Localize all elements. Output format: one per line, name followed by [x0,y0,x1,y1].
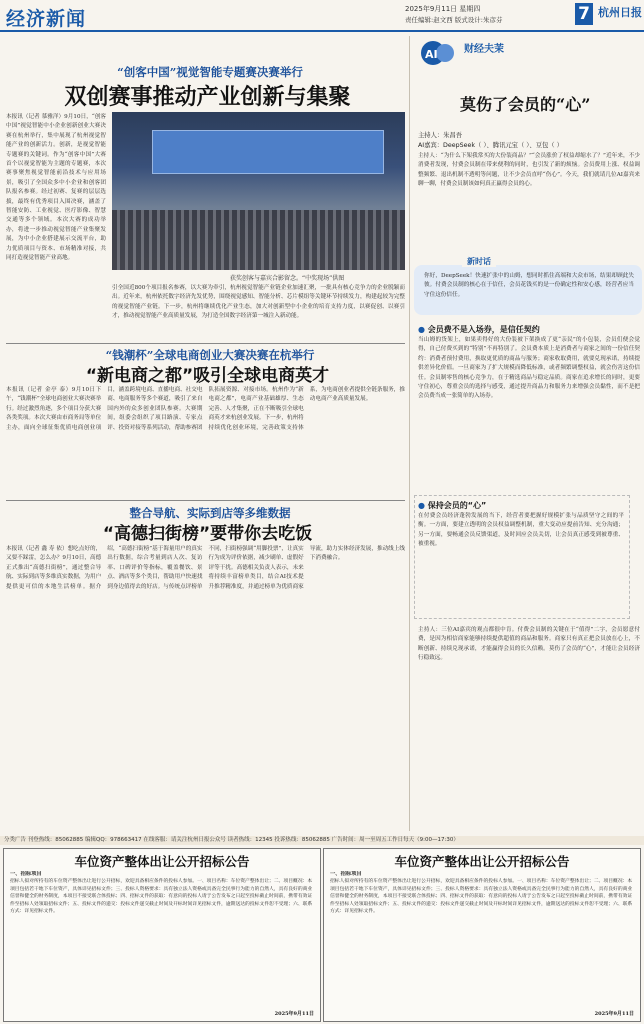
page-number: 7 [575,3,593,25]
divider [6,500,405,501]
header-rule [0,30,644,32]
ad-left-title: 车位资产整体出让公开招标公告 [74,854,250,869]
ai-text-1: 当山姆的货架上，如果卖得好的大份装被下架换成了更“亲民”的小包装，会员们便会觉得，自己付费买到的“特别”不再特别了。会员费本质上是消费者与商家之间的一份信任契约：消费者预付费用，换取更优质的商品与服务；商家收取费用，就要兑现承诺，持续提供差异化价值。一旦商家为了扩大规模而降低标准，或者频繁调整权益，就会伤害这份信任。会员制零售的核心竞争力，在于精选商品与稳定品质。商家在追求增长的同时，更要守住初心，尊重会员的选择与感受，通过提升商品力和服务力来增强会员黏性，而不是把会员费当成一张简单的入场券。 [418,337,640,400]
paper-name: 杭州日报 [598,6,642,19]
story3-kicker: 整合导航、实际到店等多维数据 [129,506,291,520]
story2-headline: “新电商之都”吸引全球电商英才 [85,366,330,386]
section-title: 经济新闻 [6,8,87,30]
photo-stage-screen [152,130,384,174]
ai-guests: AI嘉宾：DeepSeek（ ）、腾讯元宝（ ）、豆包（ ） [418,142,563,149]
svg-text:AI: AI [425,48,438,61]
story2-body: 本报讯（记者 金亭 泰）9月10日下午，“钱潮杯”全球电商创业大赛决赛举行。经过激烈角逐，多个项目分获大赛各类奖项。本次大赛由市商务局等单位主办，面向全球征集优质电商创业项目，涵盖跨境电商、直播电商、社交电商、电商服务等多个赛道，吸引了来自国内外的众多创业团队参赛。大赛期间，组委会组织了项目路演、专家点评、投资对接等系列活动，帮助参赛团队拓展资源、对接市场。杭州作为“新电商之都”，电商产业基础雄厚、生态完善、人才集聚，正在不断吸引全球电商英才来杭创业发展。下一步，杭州将持续优化创业环境，完善政策支持体系，为电商创业者提供全链条服务，推动电商产业高质量发展。 [6,387,405,431]
ad-right-text: 招标人拟对所持有的车位资产整体出让进行公开招标，欢迎具备相应条件的投标人参加。一、项目名称：车位资产整体出让；二、项目概况：本项目包括若干地下车位资产，具体详见招标文件；三、投标人资格要求：具有独立法人资格或具备完全民事行为能力的自然人，具有良好的商业信誉和健全的财务制度，本项目不接受联合体投标；四、招标文件的获取：有意向的投标人请于公告发布之日起至投标截止时间前，携带有效证件至招标人处领取招标文件；五、投标文件的递交：投标文件递交截止时间及开标时间详见招标文件，逾期送达的投标文件恕不受理；六、联系方式：详见招标文件。 [330,879,633,915]
ai-intro: 主持人：“为什么下架我常买的大份装商品？”“会员涨价了权益却缩水了？”近年来，不少消费者发现，付费会员制在带来便利的同时，也引发了新的烦恼。会员费用上涨、权益调整频繁、退出机制不透明等问题，让不少会员直呼“伤心”。今天，我们就请几位AI嘉宾来聊一聊，付费会员制该如何真正赢得会员的心。 [418,153,640,188]
classified-footer: 分类广告 刊登热线：85062885 编辑QQ：978663417 在线客服：请关注杭州日报公众号 读者热线：12345 投诉热线：85062885 广告时间：周一至周五工作日每天（9:00—17:30） [0,836,644,845]
ad-right-section: 一、招标项目 [330,871,362,877]
ai-bullet-2 [418,500,486,511]
ai-text-2: 在付费会员经济蓬勃发展的当下，经营者要把握好规模扩张与品质坚守之间的平衡。一方面，要建立透明的会员权益调整机制，重大变动应提前告知、充分沟通；另一方面，要畅通会员反馈渠道，及时回应会员关切，让会员真正感受到被尊重、被重视。 [418,513,624,548]
ad-left-text: 招标人拟对所持有的车位资产整体出让进行公开招标，欢迎具备相应条件的投标人参加。一、项目名称：车位资产整体出让；二、项目概况：本项目包括若干地下车位资产，具体详见招标文件；三、投标人资格要求：具有独立法人资格或具备完全民事行为能力的自然人，具有良好的商业信誉和健全的财务制度，本项目不接受联合体投标；四、招标文件的获取：有意向的投标人请于公告发布之日起至投标截止时间前，携带有效证件至招标人处领取招标文件；五、投标文件的递交：投标文件递交截止时间及开标时间详见招标文件，逾期送达的投标文件恕不受理；六、联系方式：详见招标文件。 [10,879,313,915]
dateline: 2025年9月11日 星期四 [405,5,481,13]
story1-kicker: “创客中国”视觉智能专题赛决赛举行 [117,65,303,79]
ai-column-title: 莫伤了会员的“心” [460,95,591,114]
column-divider [409,36,410,831]
story1-photo [112,112,405,270]
ai-series-label: 财经夫茉 [464,44,504,55]
ai-host: 主持人：朱昌吾 [418,132,463,139]
photo-audience [112,210,405,270]
ad-right-sign: 2025年9月11日 [594,1011,634,1017]
ai-box-title: 新时话 [462,256,496,267]
bullet-dot-icon: ● [418,325,428,334]
story1-body-left: 本报讯（记者 慕雅洋）9月10日，“创客中国”视觉智能中小企业创新创业大赛决赛在杭州举行，集中展现了杭州视觉智能产业的创新活力。创新，是视觉智能专题赛的关键词。作为“创客中国”大赛首个以视觉智能为主题的专题赛，本次赛事聚焦视觉智能前沿技术与应用场景，吸引了全国众多中小企业和创客团队报名参赛。经过初赛、复赛的层层选拔，最终有优秀项目入围决赛，涵盖了智能安防、工业视觉、医疗影像、智慧交通等多个领域。本次大赛的成功举办，将进一步推动视觉智能产业集聚发展，为中小企业搭建展示交流平台，助力优质项目与资本、市场精准对接，共同打造视觉智能产业高地。 [6,114,106,262]
ai-text-3: 主持人：三位AI嘉宾的观点都很中肯。付费会员制的关键在于“值得”二字，会员愿意付费，是因为相信商家能够持续提供超值的商品和服务。商家只有真正把会员放在心上，不断创新、持续兑现承诺，才能赢得会员的长久信赖。莫伤了会员的“心”，才能让会员经济行稳致远。 [418,627,640,662]
story2-kicker: “钱潮杯”全球电商创业大赛决赛在杭举行 [105,348,315,362]
editors-line: 责任编辑:赵文西 版式设计:朱彦芬 [405,16,503,24]
ad-right-body [330,871,636,1001]
story1-photo-caption: 获奖创客与嘉宾合影留念。“中奖现场”供图 [230,275,345,282]
ad-left-body [10,871,316,1001]
ad-right-title: 车位资产整体出让公开招标公告 [394,854,570,869]
ad-right [323,848,641,1022]
story3-headline: “高德扫街榜”要带你去吃饭 [102,524,313,544]
page-header [0,0,644,34]
story1-headline: 双创赛事推动产业创新与集聚 [64,85,351,110]
ad-left-sign: 2025年9月11日 [274,1011,314,1017]
ai-logo-icon [419,38,457,68]
ai-box-text: 你好，DeepSeek！快速扩张中的山姆，想同时抓住高端和大众市场，结果却顾此失彼。付费会员制的核心在于信任，会员花钱买的是一份确定性和安心感，经营者应当守住这份信任。 [424,273,634,298]
story3-body: 本报讯（记者 鑫 寿 依）想吃点好的，又要不踩雷，怎么办？9月10日，高德正式推出“高德扫街榜”，通过整合导航、实际到店等多维真实数据，为用户提供更可信的本地生活榜单。据介绍，“高德扫街榜”基于海量用户的真实出行数据，综合考量到店人次、复访率、口碑评价等指标，覆盖餐饮、景点、酒店等多个类目，帮助用户快速找到身边值得去的好店。与传统点评榜单不同，扫街榜强调“用脚投票”，让真实行为成为评价依据，减少刷单、虚假好评等干扰。高德相关负责人表示，未来将持续丰富榜单类目，结合AI技术提升推荐精准度，并通过榜单为优质商家导流，助力实体经济发展，推动线上线下消费融合。 [6,546,405,590]
divider [6,343,405,344]
ad-left-section: 一、招标项目 [10,871,42,877]
ai-bullet-1 [418,324,540,335]
ai-bullet-1-label: 会员费不是入场券，是信任契约 [427,325,540,334]
story1-body-right: 引全国近800个项目报名参赛，以大赛为牵引，杭州视觉智能产业链企业加速汇聚，一批具有核心竞争力的企业脱颖而出。近年来，杭州依托数字经济先发优势，围绕视觉感知、智能分析、芯片模组等关键环节持续发力，构建起较为完整的视觉智能产业链。下一步，杭州将继续优化产业生态，加大对创新型中小企业的培育支持力度，以赛促创、以赛引才，推动视觉智能产业高质量发展，为打造全国数字经济第一城注入新动能。 [112,285,405,320]
ad-left [3,848,321,1022]
ai-bullet-2-label: 保持会员的“心” [427,501,487,510]
bullet-dot-icon: ● [418,501,428,510]
